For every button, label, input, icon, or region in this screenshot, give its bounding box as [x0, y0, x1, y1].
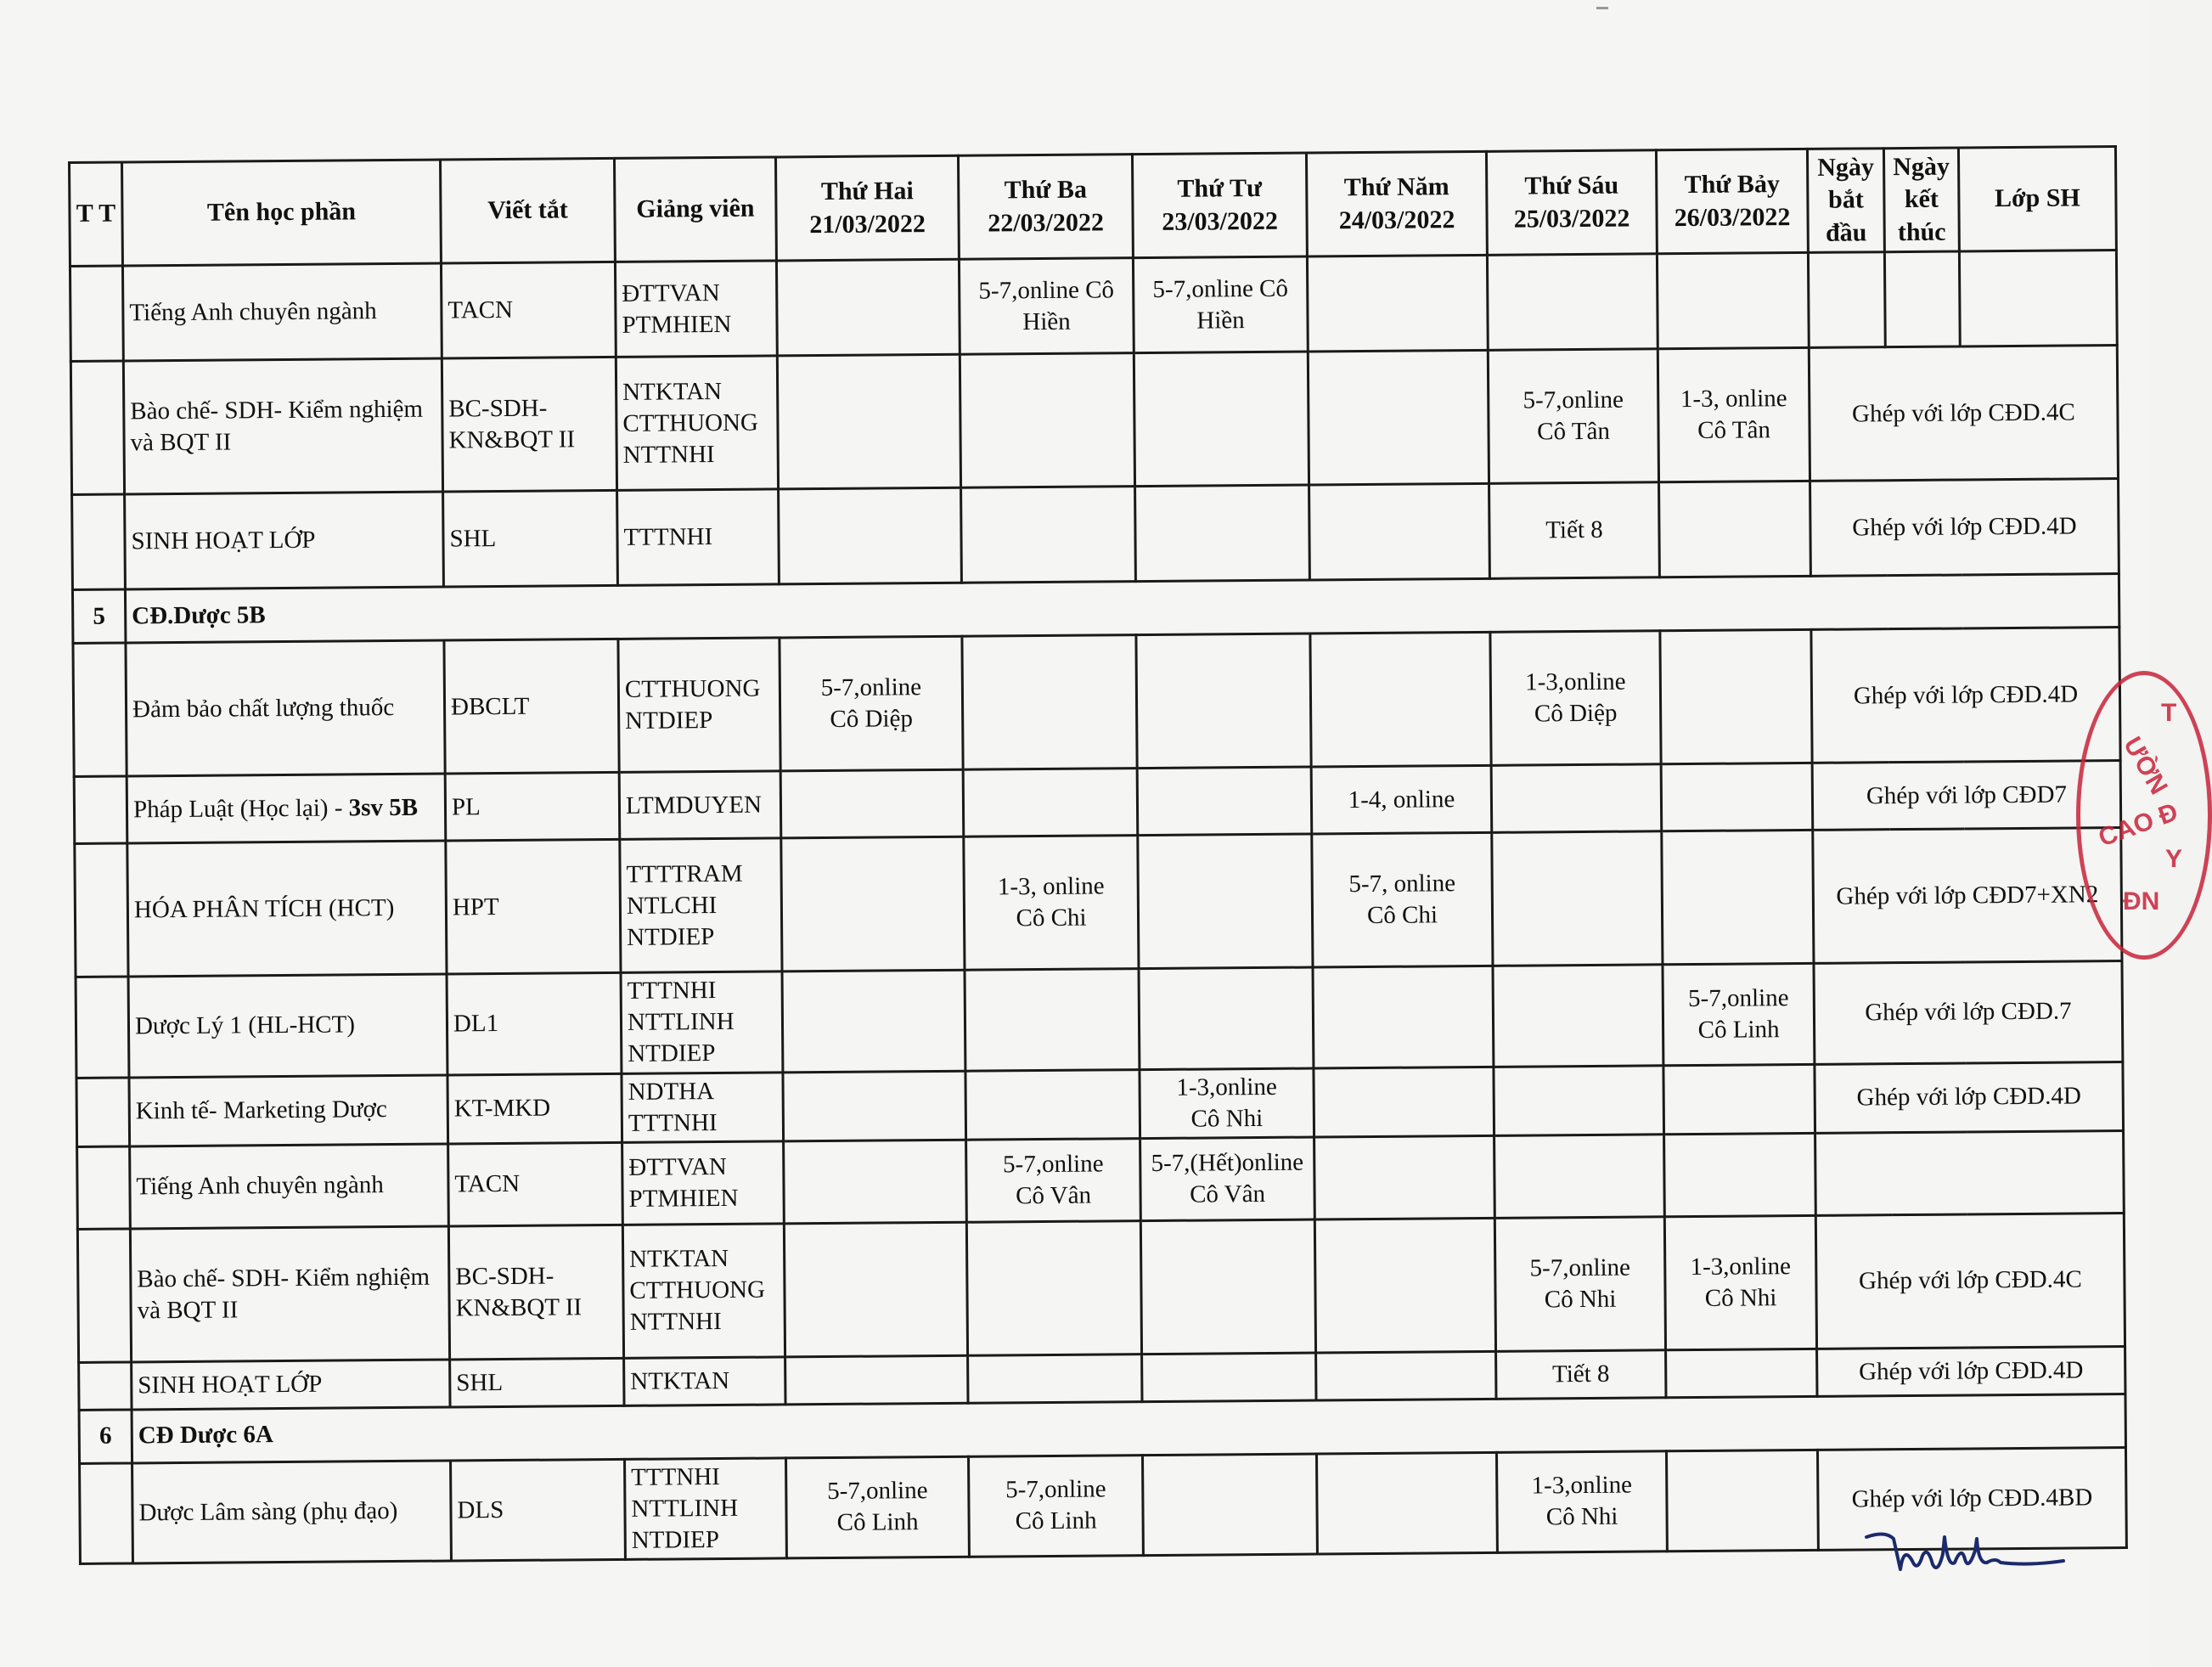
schedule-table: [68, 145, 2128, 1565]
abbr-cell: SHL: [443, 491, 618, 588]
class-cell: Ghép với lớp CĐD.4C: [1809, 346, 2118, 482]
abbr-cell: KT-MKD: [447, 1073, 622, 1144]
header-abbr: Viết tắt: [440, 158, 615, 263]
slot-sat: 1-3, online Cô Tân: [1658, 348, 1810, 482]
slot-mon: 5-7,online Cô Diệp: [780, 636, 963, 771]
signature: [1860, 1520, 2072, 1588]
subject-cell: SINH HOẠT LỚP: [125, 492, 444, 589]
abbr-cell: SHL: [450, 1358, 624, 1407]
official-stamp: T ƯỜN CAO Đ Y ĐN: [2076, 671, 2212, 960]
subject-cell: Bào chế- SDH- Kiểm nghiệm và BQT II: [130, 1226, 449, 1362]
lecturer-cell: CTTHUONG NTDIEP: [618, 638, 780, 772]
class-cell: Ghép với lớp CĐD7: [1812, 761, 2121, 831]
subject-cell: Dược Lâm sàng (phụ đạo): [132, 1461, 452, 1563]
lecturer-cell: NTKTAN CTTHUONG NTTNHI: [616, 356, 778, 490]
table-row: [73, 628, 2120, 777]
header-day-tue: Thứ Ba 22/03/2022: [958, 155, 1133, 260]
lecturer-cell: TTTNHI NTTLINH NTDIEP: [621, 971, 783, 1073]
header-day-wed: Thứ Tư 23/03/2022: [1132, 153, 1307, 258]
table-row: [70, 346, 2118, 495]
abbr-cell: BC-SDH- KN&BQT II: [448, 1225, 623, 1360]
slot-fri: 5-7,online Cô Tân: [1488, 349, 1658, 484]
table-row: [76, 961, 2123, 1078]
slot-fri: Tiết 8: [1489, 482, 1660, 579]
lecturer-cell: TTTTRAM NTLCHI NTDIEP: [620, 838, 782, 972]
slot-fri: Tiết 8: [1496, 1349, 1666, 1399]
subject-cell: Pháp Luật (Học lại) - 3sv 5B: [127, 774, 446, 843]
header-start-date: Ngày bắt đầu: [1807, 149, 1884, 253]
slot-thu: 5-7, online Cô Chi: [1312, 833, 1493, 968]
abbr-cell: DL1: [447, 973, 622, 1075]
header-day-fri: Thứ Sáu 25/03/2022: [1486, 150, 1657, 256]
class-cell: Ghép với lớp CĐD.4D: [1810, 479, 2119, 577]
header-subject: Tên học phần: [122, 160, 442, 266]
class-cell: Ghép với lớp CĐD.4BD: [1817, 1447, 2126, 1550]
class-cell: Ghép với lớp CĐD7+XN2: [1813, 828, 2122, 964]
group-name: CĐ Dược 6A: [132, 1394, 2125, 1462]
header-row: [70, 147, 2117, 267]
lecturer-cell: NTKTAN CTTHUONG NTTNHI: [622, 1224, 785, 1358]
lecturer-cell: TTTNHI NTTLINH NTDIEP: [625, 1458, 787, 1560]
group-number: 6: [79, 1410, 132, 1463]
subject-cell: Dược Lý 1 (HL-HCT): [128, 974, 447, 1077]
header-end-date: Ngày kết thúc: [1883, 148, 1959, 252]
abbr-cell: PL: [445, 773, 620, 842]
class-cell: Ghép với lớp CĐD.4D: [1815, 1062, 2124, 1133]
scan-mark: [1596, 7, 1608, 9]
abbr-cell: ĐBCLT: [444, 639, 619, 774]
table-row: [72, 479, 2119, 590]
abbr-cell: BC-SDH- KN&BQT II: [442, 358, 616, 493]
slot-wed: 5-7,(Hết)online Cô Vân: [1140, 1137, 1315, 1221]
class-cell: Ghép với lớp CĐD.4D: [1817, 1346, 2125, 1396]
slot-tue: 5-7,online Cô Vân: [966, 1138, 1141, 1222]
slot-wed: 5-7,online Cô Hiền: [1133, 256, 1308, 353]
slot-sat: 1-3,online Cô Nhi: [1664, 1215, 1816, 1349]
header-class: Lớp SH: [1958, 147, 2116, 252]
subject-cell: Tiếng Anh chuyên ngành: [130, 1144, 449, 1229]
subject-cell: Kinh tế- Marketing Dược: [129, 1075, 448, 1146]
subject-cell: Tiếng Anh chuyên ngành: [122, 263, 442, 361]
subject-cell: Đảm bảo chất lượng thuốc: [126, 640, 445, 776]
abbr-cell: DLS: [451, 1459, 626, 1561]
table-row: [70, 251, 2117, 362]
header-day-sat: Thứ Bảy 26/03/2022: [1656, 149, 1808, 254]
class-cell: Ghép với lớp CĐD.4C: [1815, 1213, 2125, 1349]
subject-cell: Bào chế- SDH- Kiểm nghiệm và BQT II: [123, 358, 442, 494]
slot-tue: 5-7,online Cô Linh: [969, 1455, 1144, 1557]
group-number: 5: [72, 589, 125, 643]
slot-mon: 5-7,online Cô Linh: [786, 1456, 970, 1558]
lecturer-cell: ĐTTVAN PTMHIEN: [622, 1141, 785, 1225]
subject-cell: HÓA PHÂN TÍCH (HCT): [127, 841, 447, 977]
slot-tue: 5-7,online Cô Hiền: [959, 258, 1134, 355]
slot-tue: 1-3, online Cô Chi: [964, 836, 1139, 971]
slot-fri: 1-3,online Cô Diệp: [1490, 631, 1661, 766]
slot-wed: 1-3,online Cô Nhi: [1140, 1068, 1314, 1139]
header-tt: T T: [70, 162, 123, 267]
header-day-thu: Thứ Năm 24/03/2022: [1306, 151, 1487, 256]
slot-fri: 1-3,online Cô Nhi: [1496, 1450, 1667, 1552]
lecturer-cell: NTKTAN: [624, 1357, 785, 1405]
table-row: [77, 1130, 2125, 1229]
table-row: [77, 1213, 2125, 1362]
group-name: CĐ.Dược 5B: [125, 574, 2119, 643]
slot-thu: 1-4, online: [1311, 766, 1492, 835]
subject-cell: SINH HOẠT LỚP: [132, 1360, 450, 1410]
table-row: [75, 828, 2122, 977]
lecturer-cell: NDTHA TTTNHI: [622, 1072, 784, 1142]
slot-fri: 5-7,online Cô Nhi: [1494, 1216, 1665, 1351]
abbr-cell: TACN: [441, 262, 616, 359]
header-lecturer: Giảng viên: [614, 157, 776, 262]
lecturer-cell: TTTNHI: [617, 489, 780, 585]
lecturer-cell: ĐTTVAN PTMHIEN: [615, 261, 777, 357]
slot-sat: 5-7,online Cô Linh: [1663, 964, 1815, 1066]
abbr-cell: HPT: [446, 840, 621, 975]
abbr-cell: TACN: [448, 1142, 623, 1226]
class-cell: Ghép với lớp CĐD.7: [1814, 961, 2123, 1064]
header-day-mon: Thứ Hai 21/03/2022: [775, 155, 959, 261]
lecturer-cell: LTMDUYEN: [619, 771, 781, 839]
class-cell: Ghép với lớp CĐD.4D: [1811, 628, 2120, 763]
table-row: [80, 1447, 2127, 1563]
